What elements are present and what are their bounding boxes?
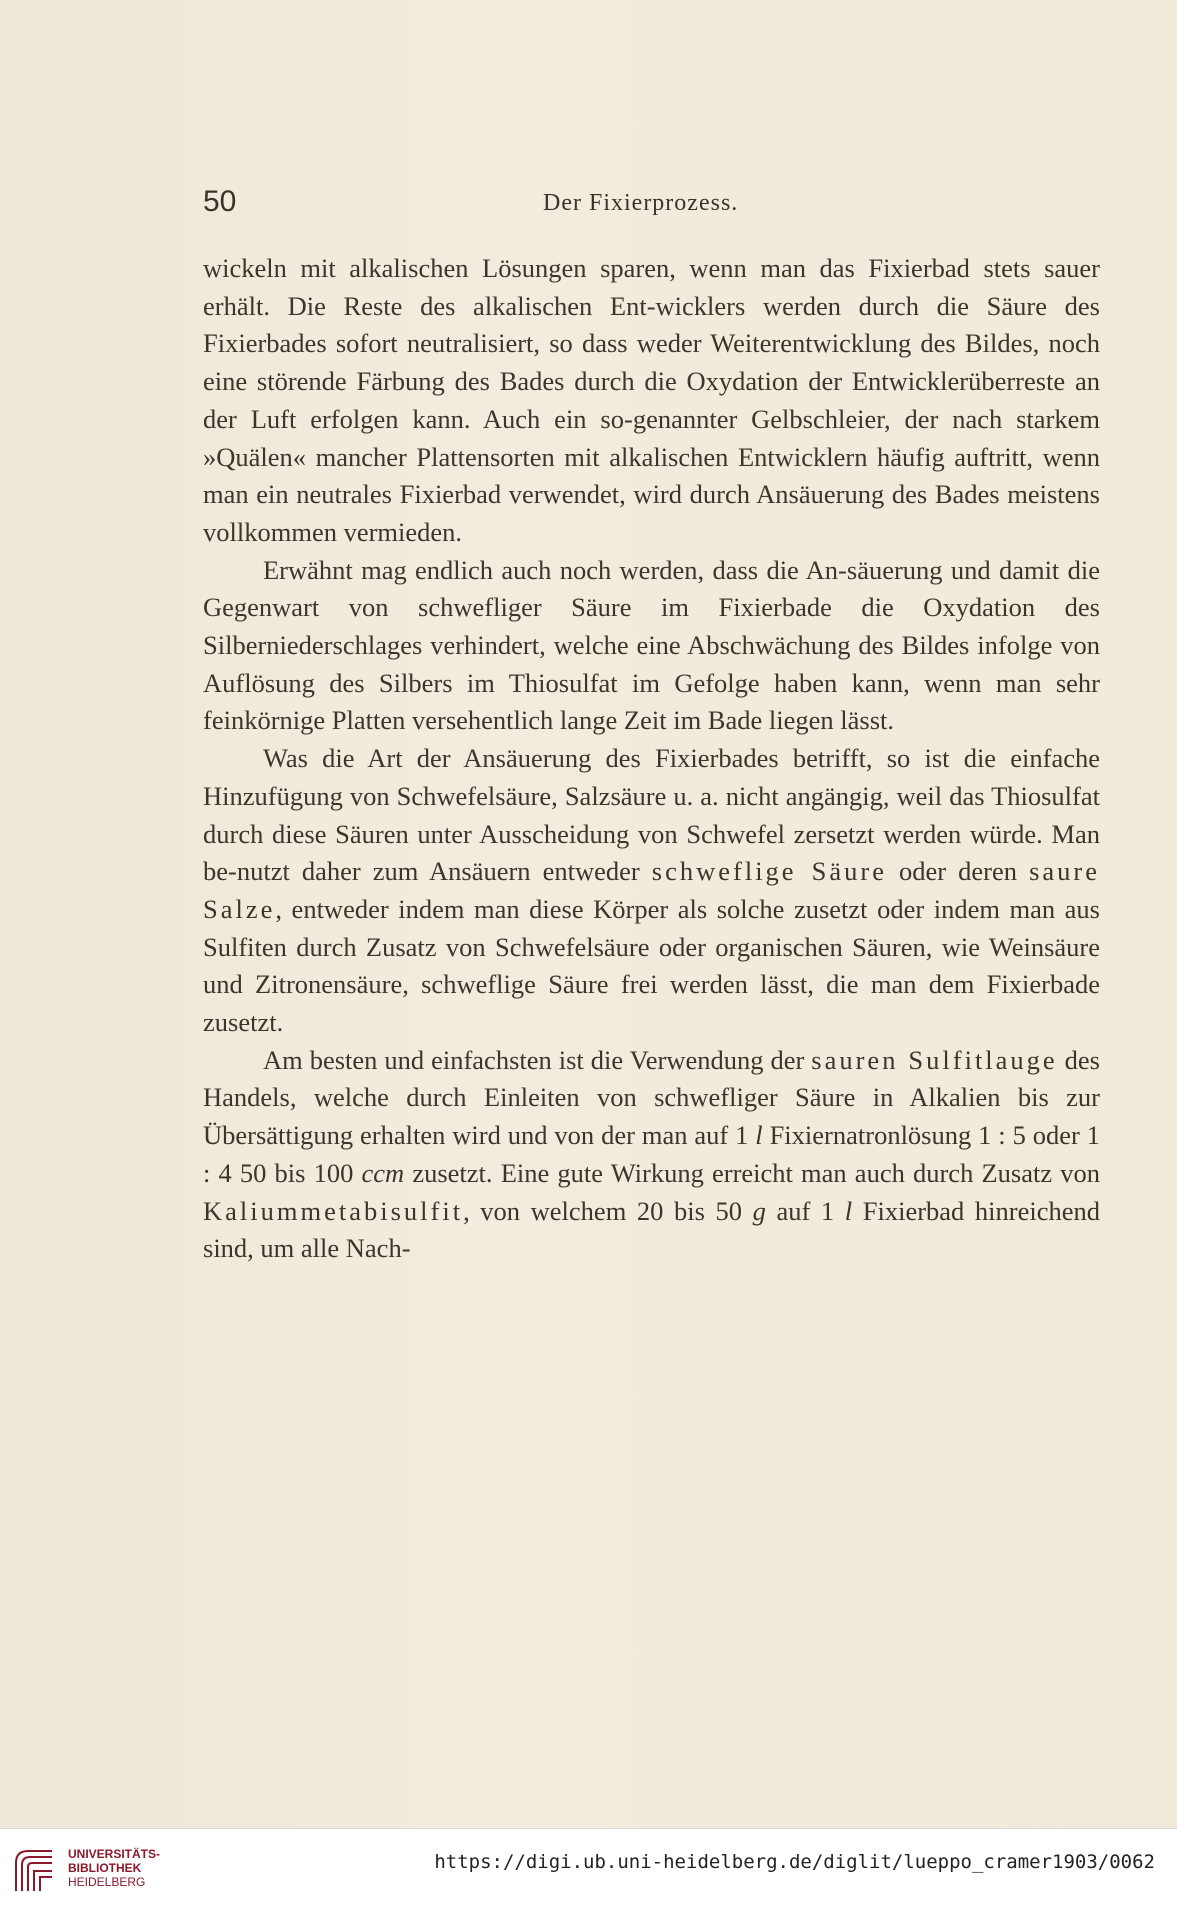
text-run: des Handels, welche durch Einleiten von schwefliger Säure in Alkalien bis zur Übersättigung erhalten wird und von der man auf 1 <box>203 1044 1100 1151</box>
library-name[interactable] <box>68 1847 160 1889</box>
emphasis-text: Kaliummetabisulfit <box>203 1195 464 1226</box>
text-run: Fixierbad hinreichend sind, um alle Nach- <box>203 1195 1100 1264</box>
text-run: oder deren <box>886 856 1030 887</box>
page-number: 50 <box>203 185 237 218</box>
library-name-line3: HEIDELBERG <box>68 1875 146 1889</box>
text-run: Am besten und einfachsten ist die Verwendung der <box>263 1044 812 1075</box>
page-header <box>203 184 1103 224</box>
permalink-url[interactable]: https://digi.ub.uni-heidelberg.de/diglit/lueppo_cramer1903/0062 <box>434 1851 1155 1873</box>
library-logo-icon[interactable] <box>12 1845 58 1895</box>
paragraph <box>203 740 1100 1042</box>
paragraph <box>203 250 1100 552</box>
text-run: Fixiernatronlösung 1 : 5 oder 1 : 4 50 bis 100 <box>203 1120 1100 1188</box>
footer-bar <box>0 1828 1177 1909</box>
paragraph <box>203 1042 1100 1268</box>
emphasis-text: l <box>755 1120 763 1151</box>
text-run: auf 1 <box>765 1195 845 1226</box>
running-title: Der Fixierprozess. <box>543 190 739 216</box>
emphasis-text: l <box>844 1195 853 1226</box>
library-name-line2: BIBLIOTHEK <box>68 1861 142 1875</box>
emphasis-text: sauren Sulfitlauge <box>811 1044 1058 1075</box>
emphasis-text: schweflige Säure <box>651 856 887 887</box>
text-run: Was die Art der Ansäuerung des Fixierbades betrifft, so ist die einfache Hinzufügung von Schwefelsäure, Salzsäure u. a. nicht angängig, weil das Thiosulfat durch diese Säuren unter Ausscheidung von Schwefel zersetzt werden würde. Man be-nutzt daher zum Ansäuern entweder <box>203 743 1100 887</box>
text-run: , entweder indem man diese Körper als solche zusetzt oder indem man aus Sulfiten durch Zusatz von Schwefelsäure oder organischen Säuren, wie Weinsäure und Zitronensäure, schweflige Säure frei werden lässt, die man dem Fixierbade zusetzt. <box>203 893 1100 1038</box>
emphasis-text: g <box>752 1195 766 1226</box>
library-name-line1: UNIVERSITÄTS- <box>68 1847 161 1861</box>
text-run: zusetzt. Eine gute Wirkung erreicht man auch durch Zusatz von <box>404 1157 1100 1188</box>
body-text <box>203 250 1100 1268</box>
paragraph <box>203 552 1100 741</box>
text-run: wickeln mit alkalischen Lösungen sparen, wenn man das Fixierbad stets sauer erhält. Die Reste des alkalischen Ent-wicklers werden durch die Säure des Fixierbades sofort neutralisiert, so dass weder Weiterentwicklung des Bildes, noch eine störende Färbung des Bades durch die Oxydation der Entwicklerüberreste an der Luft erfolgen kann. Auch ein so-genannter Gelbschleier, der nach starkem »Quälen« mancher Plattensorten mit alkalischen Entwicklern häufig auftritt, wenn man ein neutrales Fixierbad verwendet, wird durch Ansäuerung des Bades meistens vollkommen vermieden. <box>203 253 1100 547</box>
text-run: , von welchem 20 bis 50 <box>463 1195 753 1226</box>
text-run: Erwähnt mag endlich auch noch werden, dass die An-säuerung und damit die Gegenwart von schwefliger Säure im Fixierbade die Oxydation des Silberniederschlages verhindert, welche eine Abschwächung des Bildes infolge von Auflösung des Silbers im Thiosulfat im Gefolge haben kann, wenn man sehr feinkörnige Platten versehentlich lange Zeit im Bade liegen lässt. <box>203 554 1100 736</box>
emphasis-text: saure Salze <box>203 856 1100 924</box>
emphasis-text: ccm <box>361 1157 405 1188</box>
